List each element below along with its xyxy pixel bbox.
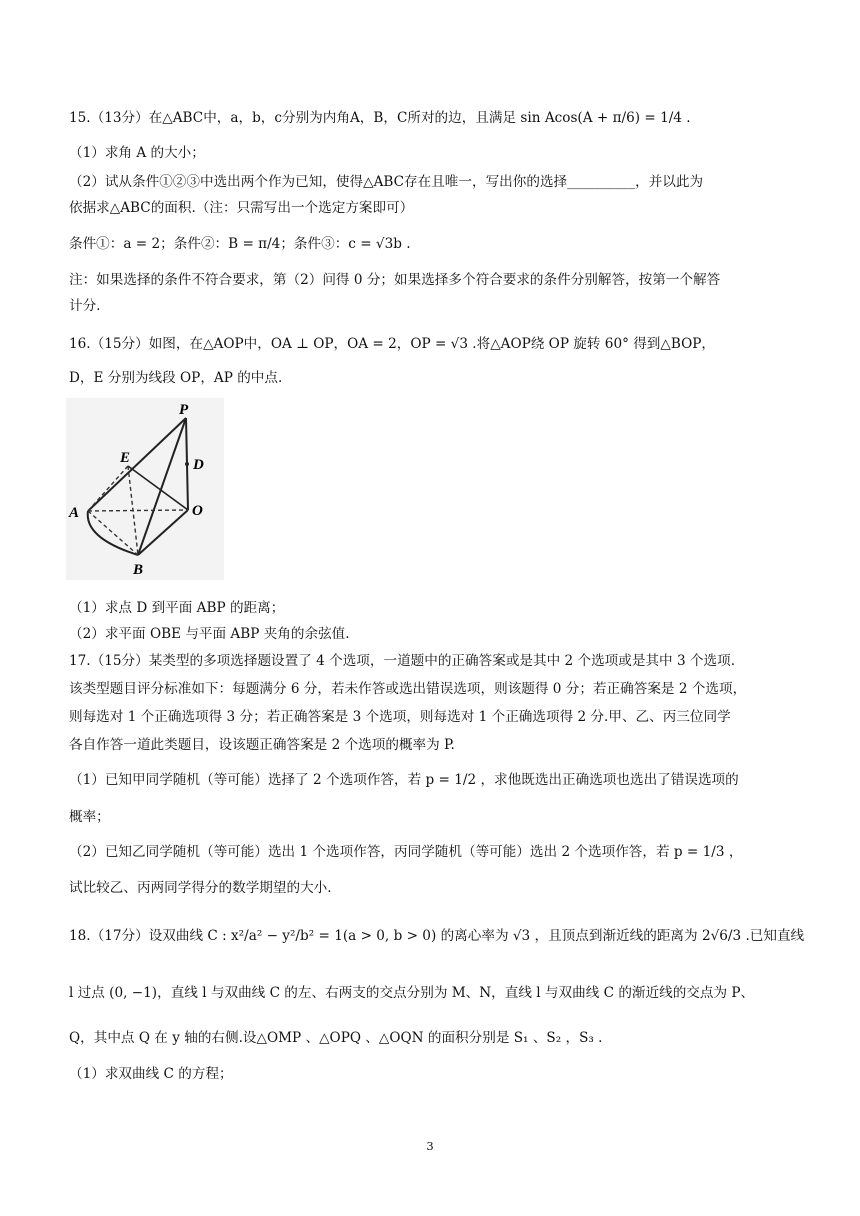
label-P: P bbox=[179, 402, 189, 418]
q18-stem-line2: l 过点 (0, −1)，直线 l 与双曲线 C 的左、右两支的交点分别为 M、N，直线 l 与双曲线 C 的渐近线的交点为 P、 bbox=[69, 985, 755, 1001]
q15-conditions: 条件①：a = 2；条件②：B = π/4；条件③：c = √3b . bbox=[69, 236, 411, 252]
geometry-figure bbox=[66, 398, 224, 580]
q17-stem-line3: 则每选对 1 个正确选项得 3 分；若正确答案是 3 个选项，则每选对 1 个正确选项得 2 分.甲、乙、丙三位同学 bbox=[69, 709, 731, 725]
q15-note-line1: 注：如果选择的条件不符合要求，第（2）问得 0 分；如果选择多个符合要求的条件分别解答，按第一个解答 bbox=[69, 272, 721, 288]
page-number: 3 bbox=[426, 1139, 434, 1153]
q16-part1: （1）求点 D 到平面 ABP 的距离； bbox=[69, 600, 285, 616]
figure-background bbox=[66, 398, 224, 580]
q15-stem: 15.（13分）在△ABC中，a，b，c分别为内角A，B，C所对的边，且满足 sin Acos(A + π/6) = 1/4 . bbox=[69, 110, 691, 126]
label-D: D bbox=[193, 457, 204, 473]
q16-stem-line1: 16.（15分）如图，在△AOP中，OA ⊥ OP，OA = 2，OP = √3 .将△AOP绕 OP 旋转 60° 得到△BOP， bbox=[69, 336, 715, 352]
label-B: B bbox=[133, 562, 144, 578]
q15-part2-line1: （2）试从条件①②③中选出两个作为已知，使得△ABC存在且唯一，写出你的选择__________，并以此为 bbox=[69, 174, 704, 190]
label-E: E bbox=[120, 450, 131, 466]
q15-part2-line2: 依据求△ABC的面积.（注：只需写出一个选定方案即可） bbox=[69, 200, 414, 216]
q17-part1-line1: （1）已知甲同学随机（等可能）选择了 2 个选项作答，若 p = 1/2 ，求他既选出正确选项也选出了错误选项的 bbox=[69, 772, 739, 788]
q17-part2-line2: 试比较乙、丙两同学得分的数学期望的大小. bbox=[69, 880, 332, 896]
point-D bbox=[185, 462, 189, 466]
q18-stem-line3: Q，其中点 Q 在 y 轴的右侧.设△OMP 、△OPQ 、△OQN 的面积分别是 S₁ 、S₂ ，S₃ . bbox=[69, 1030, 603, 1046]
label-A: A bbox=[69, 505, 80, 521]
q16-part2: （2）求平面 OBE 与平面 ABP 夹角的余弦值. bbox=[69, 626, 350, 642]
q17-part1-line2: 概率； bbox=[69, 809, 110, 825]
q17-stem-line2: 该类型题目评分标准如下：每题满分 6 分，若未作答或选出错误选项，则该题得 0 分；若正确答案是 2 个选项， bbox=[69, 681, 747, 697]
q15-part1: （1）求角 A 的大小； bbox=[69, 145, 205, 161]
q17-stem-line4: 各自作答一道此类题目，设该题正确答案是 2 个选项的概率为 P. bbox=[69, 737, 455, 753]
q15-note-line2: 计分. bbox=[69, 298, 101, 314]
q16-stem-line2: D，E 分别为线段 OP，AP 的中点. bbox=[69, 370, 283, 386]
q18-part1: （1）求双曲线 C 的方程； bbox=[69, 1066, 233, 1082]
q18-stem-line1: 18.（17分）设双曲线 C : x²/a² − y²/b² = 1(a > 0, b > 0) 的离心率为 √3 ，且顶点到渐近线的距离为 2√6/3 .已知直线 bbox=[69, 928, 805, 944]
label-O: O bbox=[192, 503, 203, 519]
q17-stem-line1: 17.（15分）某类型的多项选择题设置了 4 个选项，一道题中的正确答案或是其中 2 个选项或是其中 3 个选项. bbox=[69, 653, 736, 669]
q17-part2-line1: （2）已知乙同学随机（等可能）选出 1 个选项作答，丙同学随机（等可能）选出 2 个选项作答，若 p = 1/3 ， bbox=[69, 844, 743, 860]
edge-AO-dashed bbox=[88, 510, 188, 511]
